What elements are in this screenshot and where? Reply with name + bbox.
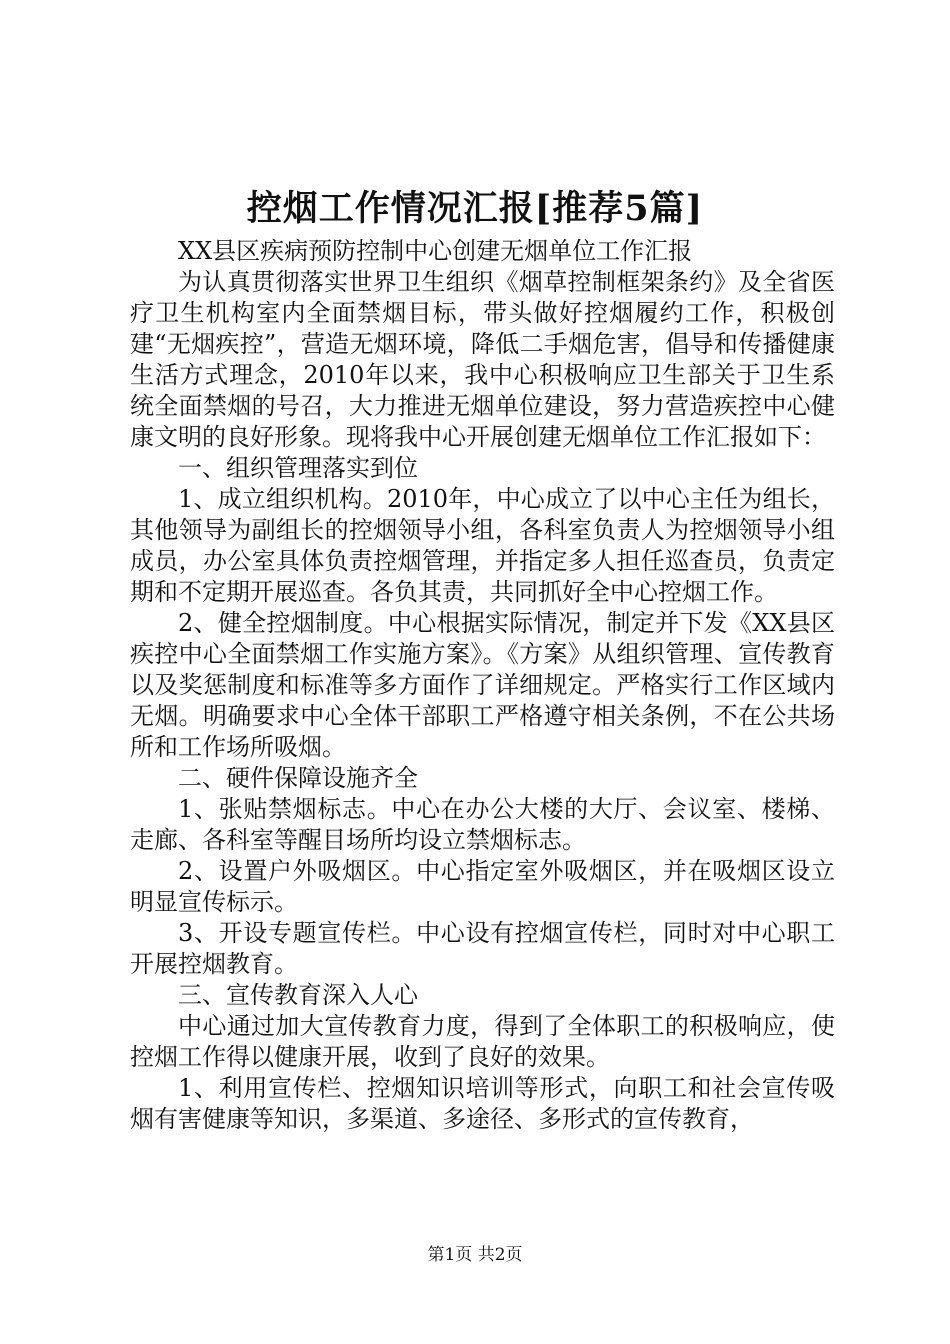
- paragraph-education-intro: 中心通过加大宣传教育力度，得到了全体职工的积极响应，使控烟工作得以健康开展，收到了良好的效果。: [130, 1012, 835, 1071]
- paragraph-improve-system: 2、健全控烟制度。中心根据实际情况，制定并下发《XX县区疾控中心全面禁烟工作实施方案》。《方案》从组织管理、宣传教育以及奖惩制度和标准等多方面作了详细规定。严格实行工作区域内无烟。明确要求中心全体干部职工严格遵守相关条例，不在公共场所和工作场所吸烟。: [130, 609, 835, 761]
- paragraph-no-smoking-signs: 1、张贴禁烟标志。中心在办公大楼的大厅、会议室、楼梯、走廊、各科室等醒目场所均设立禁烟标志。: [130, 795, 835, 854]
- section-heading-hardware: 二、硬件保障设施齐全: [178, 764, 418, 792]
- page-footer: 第1页 共2页: [427, 1245, 523, 1265]
- paragraph-establish-organization: 1、成立组织机构。2010年，中心成立了以中心主任为组长，其他领导为副组长的控烟领导小组，各科室负责人为控烟领导小组成员，办公室具体负责控烟管理，并指定多人担任巡查员，负责定期和不定期开展巡查。各负其责，共同抓好全中心控烟工作。: [130, 485, 835, 606]
- paragraph-outdoor-smoking-area: 2、设置户外吸烟区。中心指定室外吸烟区，并在吸烟区设立明显宣传标示。: [130, 857, 835, 916]
- document-subtitle: XX县区疾病预防控制中心创建无烟单位工作汇报: [178, 237, 693, 265]
- paragraph-publicity-board: 3、开设专题宣传栏。中心设有控烟宣传栏，同时对中心职工开展控烟教育。: [130, 919, 835, 978]
- document-title: 控烟工作情况汇报[推荐5篇]: [246, 188, 704, 229]
- paragraph-intro: 为认真贯彻落实世界卫生组织《烟草控制框架条约》及全省医疗卫生机构室内全面禁烟目标，带头做好控烟履约工作，积极创建“无烟疾控”，营造无烟环境，降低二手烟危害，倡导和传播健康生活方式理念，2010年以来，我中心积极响应卫生部关于卫生系统全面禁烟的号召，大力推进无烟单位建设，努力营造疾控中心健康文明的良好形象。现将我中心开展创建无烟单位工作汇报如下：: [130, 268, 835, 451]
- document-body: [130, 236, 835, 1135]
- section-heading-education: 三、宣传教育深入人心: [178, 981, 418, 1009]
- paragraph-publicity-methods: 1、利用宣传栏、控烟知识培训等形式，向职工和社会宣传吸烟有害健康等知识，多渠道、多途径、多形式的宣传教育，: [130, 1074, 835, 1133]
- section-heading-organization: 一、组织管理落实到位: [178, 454, 418, 482]
